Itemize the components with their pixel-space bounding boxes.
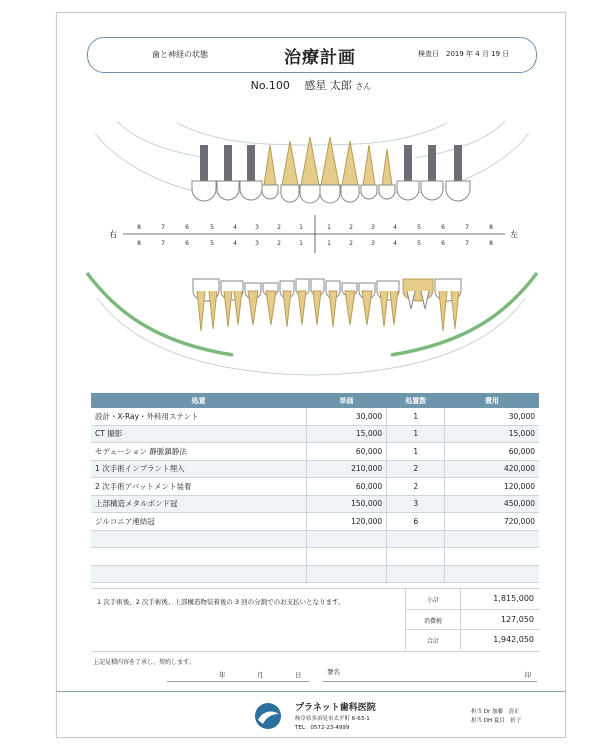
upper-right-tooth-number: 7 (161, 224, 165, 231)
tooth-icon (311, 279, 324, 325)
tooth-icon (263, 283, 278, 325)
staff-info (471, 708, 521, 726)
cost-cell (445, 548, 539, 566)
dentist-name: 担当 Dr 加藤 清正 (471, 709, 520, 715)
table-row (91, 530, 539, 548)
crown-icon (403, 279, 433, 309)
treatment-cell: 設計・X-Ray・外科用ステント (91, 408, 306, 425)
tooth-icon (435, 279, 461, 331)
cost-cell: 420,000 (445, 460, 539, 478)
clinic-logo-icon (253, 702, 283, 730)
patient-suffix: さん (355, 82, 372, 91)
summary-block (91, 588, 539, 652)
total-value: 1,942,050 (493, 635, 534, 644)
table-row (91, 425, 539, 443)
tax-label: 消費税 (423, 618, 442, 625)
table-row (91, 478, 539, 496)
tooth-icon (379, 149, 395, 199)
subtotal-value: 1,815,000 (493, 594, 534, 603)
lower-right-tooth-number: 6 (185, 240, 189, 247)
tooth-icon (377, 281, 399, 327)
contract-date-field[interactable] (167, 667, 309, 682)
upper-left-tooth-number: 5 (417, 224, 421, 231)
col-header-treatment: 処置 (91, 393, 306, 408)
cost-cell: 450,000 (445, 495, 539, 513)
unit-price-cell (306, 565, 387, 583)
upper-right-tooth-number: 4 (233, 224, 237, 231)
clinic-footer (57, 691, 565, 738)
clinic-address: 岐阜県多治見市太平町 6-63-1 (295, 716, 370, 722)
tax-value: 127,050 (500, 615, 534, 624)
treatment-cell: セデェーション 静脈鎮静法 (91, 443, 306, 461)
lower-left-tooth-number: 7 (465, 240, 469, 247)
lower-left-tooth-number: 2 (349, 240, 353, 247)
unit-price-cell (306, 530, 387, 548)
subtotal-label: 小計 (426, 597, 439, 604)
lower-right-tooth-number: 3 (255, 240, 259, 247)
table-row (91, 495, 539, 513)
page-title: 治療計画 (284, 48, 356, 68)
consent-text: 上記見積内容を了承し、契約します。 (93, 659, 195, 666)
upper-left-tooth-number: 6 (441, 224, 445, 231)
upper-right-tooth-number: 2 (277, 224, 281, 231)
lower-right-tooth-number: 8 (137, 240, 141, 247)
lower-right-tooth-number: 2 (277, 240, 281, 247)
payment-note: 1 次手術後、2 次手術後、上部構造物装着後の 3 回の分割でのお支払いとなります。 (97, 598, 345, 606)
cost-cell: 60,000 (445, 443, 539, 461)
clinic-phone: TEL：0572-23-4999 (295, 725, 350, 731)
tooth-icon (296, 279, 309, 325)
lower-left-tooth-number: 8 (489, 240, 493, 247)
upper-left-tooth-number: 3 (371, 224, 375, 231)
day-label: 日 (295, 671, 302, 679)
tooth-icon (262, 145, 278, 199)
quantity-cell (387, 530, 445, 548)
treatment-cell: 2 次手術アバットメント装着 (91, 478, 306, 496)
upper-right-tooth-number: 1 (299, 224, 303, 231)
unit-price-cell: 120,000 (306, 513, 387, 531)
table-row (91, 408, 539, 425)
upper-teeth (192, 137, 470, 203)
cost-cell: 720,000 (445, 513, 539, 531)
tooth-icon (193, 279, 219, 331)
tax-row (405, 609, 540, 630)
header-bar (87, 37, 537, 73)
quantity-cell: 1 (387, 408, 445, 425)
lower-right-tooth-number: 1 (299, 240, 303, 247)
quantity-cell: 2 (387, 460, 445, 478)
tooth-icon (342, 283, 357, 325)
treatment-cell: 上部構造メタルボンド冠 (91, 495, 306, 513)
cost-cell: 15,000 (445, 425, 539, 443)
implant-icon (446, 145, 470, 201)
treatment-cell (91, 530, 306, 548)
treatment-cell (91, 548, 306, 566)
table-row (91, 513, 539, 531)
patient-name: 感星 太郎 (304, 79, 352, 92)
tooth-icon (221, 281, 243, 327)
unit-price-cell: 210,000 (306, 460, 387, 478)
upper-left-tooth-number: 8 (489, 224, 493, 231)
upper-left-tooth-number: 4 (393, 224, 397, 231)
year-label: 年 (219, 671, 226, 679)
implant-icon (240, 145, 262, 200)
table-row (91, 548, 539, 566)
subtotal-row (405, 589, 540, 609)
cost-cell (445, 565, 539, 583)
lower-left-tooth-number: 6 (441, 240, 445, 247)
upper-right-tooth-number: 3 (255, 224, 259, 231)
upper-left-tooth-number: 2 (349, 224, 353, 231)
unit-price-cell: 15,000 (306, 425, 387, 443)
lower-left-tooth-number: 3 (371, 240, 375, 247)
quantity-cell: 3 (387, 495, 445, 513)
tooth-icon (245, 283, 261, 325)
col-header-quantity: 処置数 (387, 393, 445, 408)
tooth-icon (320, 137, 340, 203)
tooth-icon (359, 283, 375, 325)
cost-cell (445, 530, 539, 548)
tooth-icon (341, 141, 359, 202)
exam-date: 検査日 2019 年 4 月 19 日 (418, 50, 510, 58)
month-label: 月 (257, 671, 264, 679)
col-header-cost: 費用 (445, 393, 539, 408)
lower-left-tooth-number: 1 (327, 240, 331, 247)
treatment-cell: ジルコニア連結冠 (91, 513, 306, 531)
tooth-icon (361, 145, 377, 199)
upper-right-tooth-number: 8 (137, 224, 141, 231)
total-label: 合計 (426, 638, 439, 645)
treatment-cell (91, 565, 306, 583)
left-side-label: 左 (510, 230, 518, 239)
tooth-icon (280, 281, 294, 327)
unit-price-cell (306, 548, 387, 566)
lower-right-tooth-number: 7 (161, 240, 165, 247)
seal-label: 印 (524, 671, 531, 679)
clinic-name: プラネット歯科医院 (295, 703, 376, 713)
upper-left-tooth-number: 1 (327, 224, 331, 231)
quantity-cell (387, 565, 445, 583)
table-row (91, 443, 539, 461)
upper-right-tooth-number: 6 (185, 224, 189, 231)
treatment-cell: 1 次手術インプラント埋入 (91, 460, 306, 478)
cost-cell: 30,000 (445, 408, 539, 425)
lower-right-tooth-number: 5 (210, 240, 214, 247)
treatment-plan-sheet (56, 12, 566, 738)
dental-chart (57, 103, 565, 393)
cost-cell: 120,000 (445, 478, 539, 496)
patient-number: No.100 (250, 79, 290, 92)
lower-right-tooth-number: 4 (233, 240, 237, 247)
quantity-cell (387, 548, 445, 566)
table-row (91, 460, 539, 478)
tooth-icon (281, 141, 299, 202)
col-header-unit-price: 単価 (306, 393, 387, 408)
tooth-icon (300, 137, 320, 203)
table-row (91, 565, 539, 583)
unit-price-cell: 60,000 (306, 478, 387, 496)
implant-icon (217, 145, 239, 200)
signature-field[interactable] (323, 667, 537, 682)
unit-price-cell: 60,000 (306, 443, 387, 461)
quantity-cell: 1 (387, 425, 445, 443)
sign-label: 署名 (327, 668, 340, 676)
quantity-cell: 2 (387, 478, 445, 496)
treatment-table (91, 393, 539, 583)
hygienist-name: 担当 DH 夏目 折子 (471, 718, 522, 724)
upper-left-tooth-number: 7 (465, 224, 469, 231)
quantity-cell: 1 (387, 443, 445, 461)
quantity-cell: 6 (387, 513, 445, 531)
right-side-label: 右 (109, 230, 117, 239)
lower-left-tooth-number: 5 (417, 240, 421, 247)
upper-right-tooth-number: 5 (210, 224, 214, 231)
implant-icon (397, 145, 419, 200)
tooth-icon (326, 281, 340, 327)
lower-left-tooth-number: 4 (393, 240, 397, 247)
unit-price-cell: 150,000 (306, 495, 387, 513)
unit-price-cell: 30,000 (306, 408, 387, 425)
implant-icon (192, 145, 216, 201)
lower-teeth (193, 279, 461, 331)
patient-info (57, 77, 565, 93)
treatment-cell: CT 撮影 (91, 425, 306, 443)
total-row (405, 629, 540, 650)
condition-label: 歯と神経の状態 (152, 50, 208, 59)
